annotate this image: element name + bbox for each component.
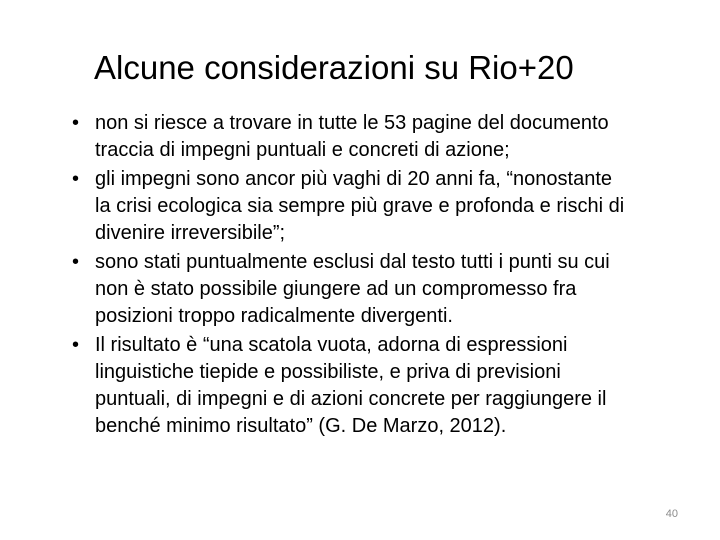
bullet-text-line: Il risultato è “una scatola vuota, adorna di espressioni [95, 334, 568, 356]
bullet-item [72, 110, 692, 164]
bullet-text-line: posizioni troppo radicalmente divergenti. [95, 305, 453, 327]
slide-title: Alcune considerazioni su Rio+20 [94, 49, 574, 86]
bullet-dot-icon: • [72, 251, 80, 273]
bullet-dot-icon: • [72, 168, 80, 190]
bullet-text-line: non è stato possibile giungere ad un compromesso fra [95, 278, 577, 300]
bullet-text-line: puntuali, di impegni e di azioni concrete per raggiungere il [95, 388, 607, 410]
bullet-text-line: la crisi ecologica sia sempre più grave e profonda e rischi di [95, 195, 625, 217]
bullet-text-line: non si riesce a trovare in tutte le 53 pagine del documento [95, 112, 609, 134]
bullet-list [72, 110, 692, 442]
bullet-item [72, 249, 692, 330]
page-number: 40 [665, 508, 678, 520]
bullet-text-line: gli impegni sono ancor più vaghi di 20 anni fa, “nonostante [95, 168, 613, 190]
bullet-item [72, 166, 692, 247]
bullet-text-line: benché minimo risultato” (G. De Marzo, 2012). [95, 415, 507, 437]
bullet-item [72, 332, 692, 440]
bullet-text-line: linguistiche tiepide e possibiliste, e priva di previsioni [95, 361, 561, 383]
bullet-text-line: sono stati puntualmente esclusi dal testo tutti i punti su cui [95, 251, 610, 273]
bullet-dot-icon: • [72, 334, 80, 356]
bullet-dot-icon: • [72, 112, 80, 134]
bullet-text-line: divenire irreversibile”; [95, 222, 286, 244]
bullet-text-line: traccia di impegni puntuali e concreti di azione; [95, 139, 510, 161]
